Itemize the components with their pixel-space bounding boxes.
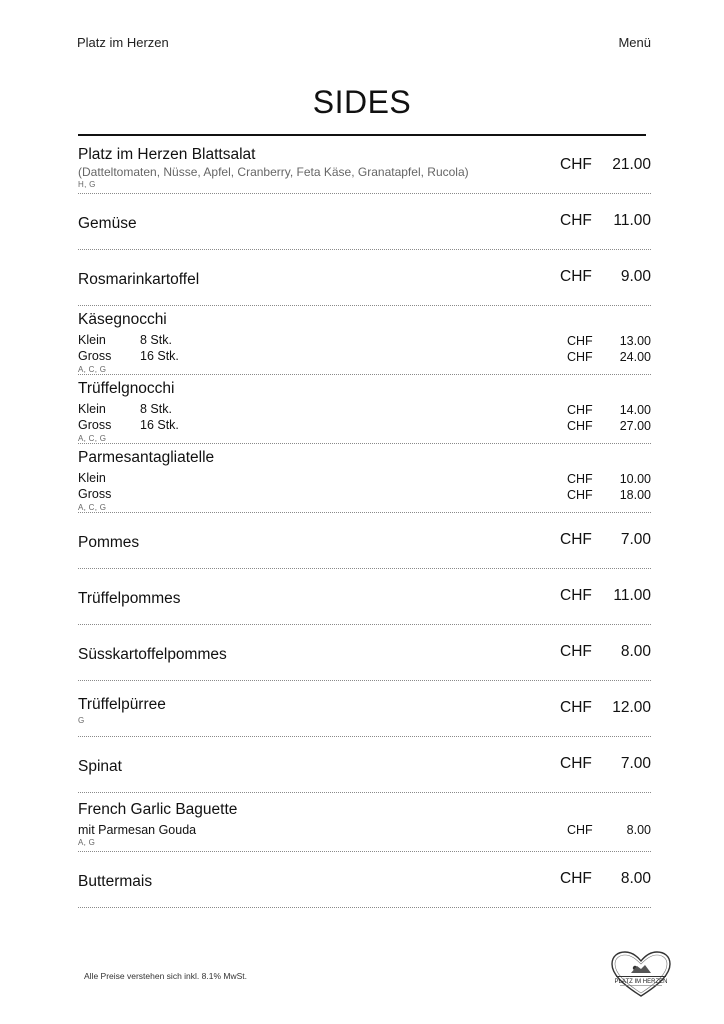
item-currency: CHF — [560, 699, 592, 716]
item-allergens: H, G — [78, 180, 96, 189]
item-name: Spinat — [78, 758, 122, 775]
dotted-separator — [78, 851, 651, 852]
variant-label: Gross — [78, 487, 112, 501]
item-price: 9.00 — [620, 268, 651, 285]
menu-item — [78, 743, 651, 795]
item-price: 11.00 — [613, 587, 651, 604]
variant-currency: CHF — [567, 488, 593, 502]
menu-item — [78, 310, 651, 376]
dotted-separator — [78, 374, 651, 375]
variant-currency: CHF — [567, 403, 593, 417]
vat-note: Alle Preise verstehen sich inkl. 8.1% MwSt. — [84, 971, 247, 981]
item-price: 12.00 — [612, 699, 651, 716]
menu-label: Menü — [618, 35, 651, 50]
item-currency: CHF — [560, 643, 592, 660]
item-currency: CHF — [560, 531, 592, 548]
variant-qty: 16 Stk. — [140, 349, 179, 363]
menu-item — [78, 200, 651, 252]
item-name: Rosmarinkartoffel — [78, 271, 200, 288]
dotted-separator — [78, 624, 651, 625]
heart-logo-icon — [610, 950, 672, 998]
title-divider — [78, 134, 646, 136]
dotted-separator — [78, 193, 651, 194]
dotted-separator — [78, 568, 651, 569]
variant-label: Klein — [78, 471, 106, 485]
item-price: 21.00 — [612, 156, 651, 173]
menu-item — [78, 519, 651, 571]
variant-label: Gross — [78, 349, 112, 363]
dotted-separator — [78, 249, 651, 250]
item-name: Buttermais — [78, 873, 153, 890]
variant-price: 8.00 — [626, 823, 651, 837]
item-allergens: A, C, G — [78, 365, 107, 374]
menu-item — [78, 687, 651, 739]
item-allergens: G — [78, 716, 85, 725]
variant-price: 14.00 — [619, 403, 651, 417]
menu-item — [78, 448, 651, 514]
variant-currency: CHF — [567, 823, 593, 837]
item-allergens: A, C, G — [78, 503, 107, 512]
item-currency: CHF — [560, 212, 592, 229]
item-name: Platz im Herzen Blattsalat — [78, 146, 256, 163]
dotted-separator — [78, 305, 651, 306]
dotted-separator — [78, 443, 651, 444]
item-price: 8.00 — [620, 643, 651, 660]
variant-qty: 16 Stk. — [140, 418, 179, 432]
dotted-separator — [78, 792, 651, 793]
variant-currency: CHF — [567, 334, 593, 348]
dotted-separator — [78, 736, 651, 737]
item-description: (Datteltomaten, Nüsse, Apfel, Cranberry, Feta Käse, Granatapfel, Rucola) — [78, 165, 469, 179]
item-name: Trüffelpommes — [78, 590, 181, 607]
item-currency: CHF — [560, 156, 592, 173]
item-allergens: A, C, G — [78, 434, 107, 443]
dotted-separator — [78, 512, 651, 513]
item-name: Trüffelgnocchi — [78, 380, 175, 397]
variant-qty: 8 Stk. — [140, 333, 172, 347]
menu-item — [78, 575, 651, 627]
menu-item — [78, 379, 651, 445]
variant-label: Klein — [78, 333, 106, 347]
variant-price: 13.00 — [619, 334, 651, 348]
variant-currency: CHF — [567, 472, 593, 486]
page-title: SIDES — [312, 84, 412, 120]
variant-price: 18.00 — [619, 488, 651, 502]
item-name: Süsskartoffelpommes — [78, 646, 227, 663]
restaurant-name: Platz im Herzen — [77, 35, 169, 50]
variant-price: 10.00 — [619, 472, 651, 486]
variant-label: Klein — [78, 402, 106, 416]
item-currency: CHF — [560, 755, 592, 772]
variant-price: 24.00 — [619, 350, 651, 364]
item-price: 8.00 — [620, 870, 651, 887]
menu-item — [78, 800, 651, 855]
logo-text: PLATZ IM HERZEN — [614, 979, 668, 985]
menu-item — [78, 256, 651, 308]
item-name: Parmesantagliatelle — [78, 449, 215, 466]
variant-label: Gross — [78, 418, 112, 432]
item-currency: CHF — [560, 268, 592, 285]
item-name: Pommes — [78, 534, 140, 551]
item-currency: CHF — [560, 587, 592, 604]
variant-qty: 8 Stk. — [140, 402, 172, 416]
item-price: 7.00 — [620, 531, 651, 548]
item-name: French Garlic Baguette — [78, 801, 238, 818]
item-name: Käsegnocchi — [78, 311, 167, 328]
menu-item — [78, 631, 651, 683]
item-currency: CHF — [560, 870, 592, 887]
item-price: 7.00 — [620, 755, 651, 772]
menu-item — [78, 857, 651, 909]
variant-price: 27.00 — [619, 419, 651, 433]
variant-currency: CHF — [567, 419, 593, 433]
dotted-separator — [78, 680, 651, 681]
menu-item — [78, 145, 651, 195]
item-name: Trüffelpürree — [78, 696, 166, 713]
item-price: 11.00 — [613, 212, 651, 229]
dotted-separator — [78, 907, 651, 908]
item-allergens: A, G — [78, 838, 96, 847]
variant-currency: CHF — [567, 350, 593, 364]
variant-label: mit Parmesan Gouda — [78, 823, 197, 837]
item-name: Gemüse — [78, 215, 137, 232]
